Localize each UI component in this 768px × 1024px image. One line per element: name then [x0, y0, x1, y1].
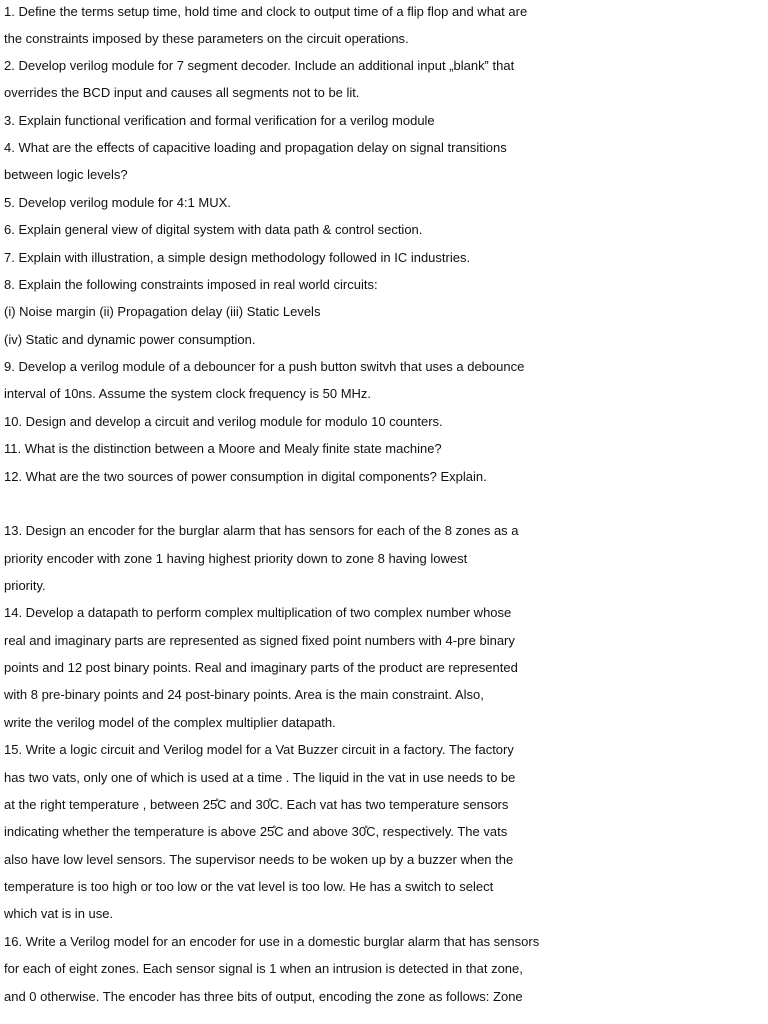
text-line: 16. Write a Verilog model for an encoder for use in a domestic burglar alarm that has sensors [4, 934, 540, 949]
text-line: 15. Write a logic circuit and Verilog model for a Vat Buzzer circuit in a factory. The factory [4, 742, 514, 757]
text-line: 2. Develop verilog module for 7 segment decoder. Include an additional input „blank‟ that [4, 58, 515, 73]
text-line: has two vats, only one of which is used at a time . The liquid in the vat in use needs to be [4, 770, 516, 785]
text-line: 1. Define the terms setup time, hold time and clock to output time of a flip flop and what are [4, 4, 528, 19]
text-line: for each of eight zones. Each sensor signal is 1 when an intrusion is detected in that zone, [4, 961, 523, 976]
text-line: with 8 pre-binary points and 24 post-binary points. Area is the main constraint. Also, [4, 687, 484, 702]
text-line: real and imaginary parts are represented as signed fixed point numbers with 4-pre binary [4, 633, 515, 648]
text-line: 5. Develop verilog module for 4:1 MUX. [4, 195, 231, 210]
text-line: 11. What is the distinction between a Moore and Mealy finite state machine? [4, 441, 442, 456]
text-line: which vat is in use. [4, 906, 114, 921]
text-line: 6. Explain general view of digital system with data path & control section. [4, 222, 423, 237]
text-line: write the verilog model of the complex multiplier datapath. [4, 715, 336, 730]
text-line: 8. Explain the following constraints imposed in real world circuits: [4, 277, 378, 292]
text-line: 7. Explain with illustration, a simple design methodology followed in IC industries. [4, 250, 471, 265]
text-line: 4. What are the effects of capacitive loading and propagation delay on signal transitions [4, 140, 507, 155]
text-line: 10. Design and develop a circuit and verilog module for modulo 10 counters. [4, 414, 443, 429]
text-line: overrides the BCD input and causes all segments not to be lit. [4, 85, 360, 100]
text-line: temperature is too high or too low or the vat level is too low. He has a switch to select [4, 879, 494, 894]
text-line: indicating whether the temperature is above 25̊C and above 30̊C, respectively. The vats [4, 824, 508, 839]
text-line: 3. Explain functional verification and formal verification for a verilog module [4, 113, 435, 128]
text-line: at the right temperature , between 25̊C and 30̊C. Each vat has two temperature sensors [4, 797, 509, 812]
text-line: the constraints imposed by these parameters on the circuit operations. [4, 31, 409, 46]
text-line: between logic levels? [4, 167, 128, 182]
text-line: interval of 10ns. Assume the system clock frequency is 50 MHz. [4, 386, 372, 401]
text-line: points and 12 post binary points. Real and imaginary parts of the product are represented [4, 660, 518, 675]
text-line: priority. [4, 578, 46, 593]
text-line: 9. Develop a verilog module of a debouncer for a push button switvh that uses a debounce [4, 359, 525, 374]
text-line: (i) Noise margin (ii) Propagation delay (iii) Static Levels [4, 304, 321, 319]
text-line: 12. What are the two sources of power consumption in digital components? Explain. [4, 469, 487, 484]
text-line: and 0 otherwise. The encoder has three bits of output, encoding the zone as follows: Zone [4, 989, 523, 1004]
text-line: priority encoder with zone 1 having highest priority down to zone 8 having lowest [4, 551, 468, 566]
question-document [4, 0, 764, 1024]
text-line: 13. Design an encoder for the burglar alarm that has sensors for each of the 8 zones as a [4, 523, 519, 538]
text-line: 14. Develop a datapath to perform complex multiplication of two complex number whose [4, 605, 512, 620]
text-line: also have low level sensors. The supervisor needs to be woken up by a buzzer when the [4, 852, 514, 867]
text-line: (iv) Static and dynamic power consumption. [4, 332, 256, 347]
